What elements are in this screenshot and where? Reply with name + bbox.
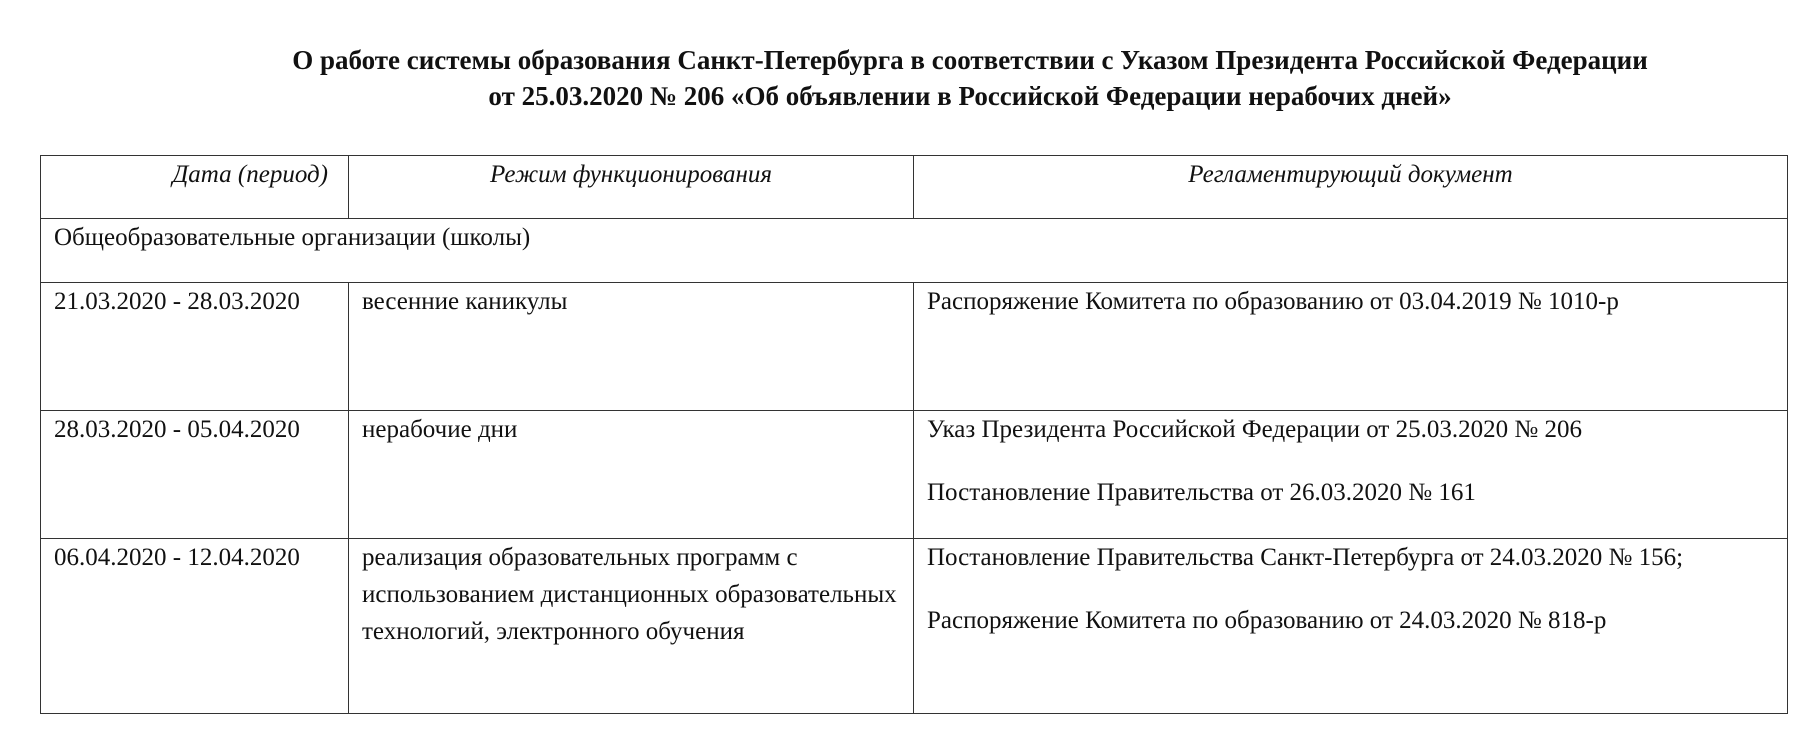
row-document: Постановление Правительства Санкт-Петербурга от 24.03.2020 № 156; — [927, 544, 1684, 571]
table-header-row — [41, 156, 1788, 219]
schedule-table — [40, 155, 1788, 714]
header-mode: Режим функционирования — [349, 156, 914, 219]
header-date: Дата (период) — [41, 156, 349, 219]
row-documents — [914, 411, 1788, 539]
section-row — [41, 219, 1788, 283]
page-title — [150, 42, 1790, 114]
row-mode: реализация образовательных программ с использованием дистанционных образовательных технологий, электронного обучения — [349, 539, 914, 714]
table-row — [41, 283, 1788, 411]
section-title-schools: Общеобразовательные организации (школы) — [41, 219, 1788, 283]
row-mode: весенние каникулы — [349, 283, 914, 411]
row-date: 28.03.2020 - 05.04.2020 — [41, 411, 349, 539]
row-document: Распоряжение Комитета по образованию от 24.03.2020 № 818-р — [927, 607, 1607, 634]
row-date: 06.04.2020 - 12.04.2020 — [41, 539, 349, 714]
page-title-line-1: О работе системы образования Санкт-Петербурга в соответствии с Указом Президента Российской Федерации — [292, 45, 1648, 75]
row-documents — [914, 539, 1788, 714]
row-documents — [914, 283, 1788, 411]
row-mode: нерабочие дни — [349, 411, 914, 539]
row-document: Постановление Правительства от 26.03.2020 № 161 — [927, 479, 1476, 506]
table-row — [41, 539, 1788, 714]
page-title-line-2: от 25.03.2020 № 206 «Об объявлении в Российской Федерации нерабочих дней» — [488, 81, 1452, 111]
row-document: Указ Президента Российской Федерации от 25.03.2020 № 206 — [927, 416, 1582, 443]
row-date: 21.03.2020 - 28.03.2020 — [41, 283, 349, 411]
table-row — [41, 411, 1788, 539]
row-document: Распоряжение Комитета по образованию от 03.04.2019 № 1010-р — [927, 288, 1619, 315]
header-document: Регламентирующий документ — [914, 156, 1788, 219]
